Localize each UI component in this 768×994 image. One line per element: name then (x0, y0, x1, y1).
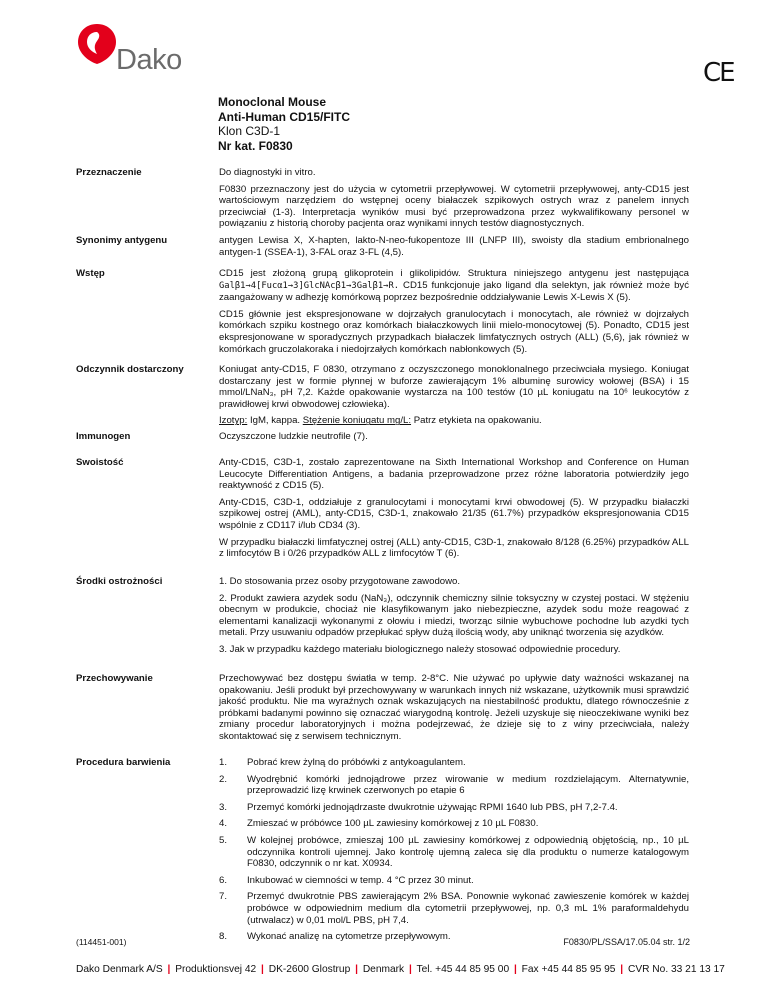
separator: | (620, 964, 624, 975)
paragraph (219, 268, 689, 304)
procedure-step (219, 818, 689, 830)
step-number: 8. (219, 931, 228, 943)
paragraph: antygen Lewisa X, X-hapten, lakto-N-neo-fukopentoze III (LNFP III), swoisty dla stadium embrionalnego antygen-1 (SSEA-1), 3-FAL oraz 3-FL (4,5). (219, 235, 689, 258)
company-address: Produktionsvej 42 (175, 964, 257, 975)
product-catalog: Nr kat. F0830 (218, 138, 293, 153)
product-heading (218, 95, 350, 153)
paragraph (219, 415, 689, 427)
section-label: Synonimy antygenu (76, 235, 168, 246)
section-body (219, 673, 689, 748)
section-body (219, 576, 689, 661)
separator: | (355, 964, 358, 975)
isotype-text: IgM, kappa. (249, 415, 301, 427)
section-body (219, 457, 689, 565)
company-city: DK-2600 Glostrup (268, 964, 351, 975)
section-label: Swoistość (76, 457, 124, 468)
procedure-step (219, 802, 689, 814)
separator: | (408, 964, 412, 975)
procedure-step (219, 757, 689, 769)
paragraph: W przypadku białaczki limfatycznej ostrej (ALL) anty-CD15, C3D-1, znakowało 8/128 (6.25%) przypadków ALL z limfocytów B i 0/26 przypadków ALL z limfocytów T (6). (219, 536, 689, 560)
procedure-step (219, 891, 689, 926)
section-label: Immunogen (76, 431, 131, 442)
step-text: Przemyć dwukrotnie PBS zawierającym 2% BSA. Ponownie wykonać zawieszenie komórek w każdej probówce w odpowiednim medium dla cytometrii przepływowej, np. 0,3 mL 1% paraformaldehydu (utrwalacz) w 0,01 mol/L PBS, pH 7,4. (247, 891, 689, 926)
step-number: 5. (219, 834, 228, 846)
company-footer (76, 964, 725, 975)
paragraph: 2. Produkt zawiera azydek sodu (NaN₃), odczynnik chemiczny silnie toksyczny w czystej postaci. W stężeniu obecnym w produkcie, chociaż nie klasyfikowanym jako niebezpieczne, azydek sodu może reagować z elementami kanalizacji wykonanymi z ołowiu i miedzi, tworząc silnie wybuchowe pochodne lub azydki tych metali. Przy usuwaniu odpadów przepłukać spływ dużą ilością wody, aby uniknąć tworzenia się azydków. (219, 592, 689, 639)
step-text: Wykonać analizę na cytometrze przepływowym. (247, 931, 451, 943)
section-label: Odczynnik dostarczony (76, 364, 184, 375)
section-body (219, 268, 689, 360)
text: CD15 jest złożoną grupą glikoprotein i glikolipidów. Struktura niniejszego antygenu jest następująca (219, 268, 689, 279)
paragraph: Oczyszczone ludzkie neutrofile (7). (219, 431, 368, 442)
procedure-steps (219, 757, 689, 943)
paragraph: Anty-CD15, C3D-1, oddziałuje z granulocytami i monocytami krwi obwodowej (5). W przypadku białaczki szpikowej ostrej (AML), anty-CD15, C3D-1, znakowało 21/35 (61.7%) przypadków ekspresjonowania CD15 wspólnie z CD117 i/lub CD34 (3). (219, 496, 689, 531)
dako-logo-text: Dako (116, 44, 182, 76)
section-label: Przeznaczenie (76, 167, 142, 178)
paragraph: F0830 przeznaczony jest do użycia w cytometrii przepływowej. W cytometrii przepływowej, anty-CD15 jest wartościowym narzędziem do wstępnej oceny białaczek szpikowych ostrych wraz z panelem innych przeciwciał (1-3). Interpretacja wyników musi być przeprowadzona przez wykwalifikowany personel w powiązaniu z historią choroby pacjenta oraz wynikami innych testów diagnostycznych. (219, 183, 689, 230)
product-line1: Monoclonal Mouse (218, 95, 326, 109)
step-number: 6. (219, 874, 228, 886)
company-fax: Fax +45 44 85 95 95 (521, 964, 616, 975)
step-number: 2. (219, 773, 228, 785)
ce-mark: CE (703, 58, 734, 88)
step-number: 3. (219, 801, 228, 813)
section-body (219, 167, 689, 235)
paragraph: 1. Do stosowania przez osoby przygotowane zawodowo. (219, 576, 461, 587)
company-name: Dako Denmark A/S (76, 964, 163, 975)
procedure-step (219, 835, 689, 870)
isotype-label: Izotyp: (219, 415, 248, 427)
paragraph: CD15 głównie jest ekspresjonowane w dojrzałych granulocytach i monocytach, ale również w dojrzałych komórkach szpiku kostnego oraz komórkach białaczkowych linii mielo-monocytowej (5). Ponadto, CD15 jest ekspresjonowane w sporadycznych przypadkach białaczek limfatycznych ostrych (ALL) (5,6), jak również w komórkach gruczolakoraka i niedojrzałych komórkach nabłonkowych (5). (219, 308, 689, 355)
separator: | (261, 964, 264, 975)
section-label: Procedura barwienia (76, 757, 171, 768)
paragraph: Przechowywać bez dostępu światła w temp. 2-8°C. Nie używać po upływie daty ważności wskazanej na opakowaniu. Jeśli produkt był przechowywany w warunkach innych niż wskazane, użytkownik musi sprawdzić jakość produktu. Nie ma wyraźnych oznak wskazujących na niestabilność produktu, dlatego równocześnie z próbkami badanymi powinno się oznaczać wiarygodną kontrolę. Jeżeli uzyskuje się nieoczekiwane wyniki bez zmiany procedur laboratoryjnych i można podejrzewać, że dzieje się to z winy przeciwciała, należy skontaktować się z serwisem technicznym. (219, 673, 689, 742)
section-body (219, 431, 689, 448)
step-text: Wyodrębnić komórki jednojądrowe przez wirowanie w medium rozdzielającym. Alternatywnie, przeprowadzić lizę krwinek czerwonych po etapie 6 (247, 773, 689, 797)
step-text: W kolejnej probówce, zmieszaj 100 µL zawiesiny komórkowej z odpowiednią objętością, np., 10 µL odczynnika kontroli ujemnej. Jako kontrolę ujemną zaleca się dla produktu o numerze katalogowym F0830, odczynnik o nr kat. X0934. (247, 834, 689, 870)
dako-logo-mark (76, 22, 118, 66)
procedure-step (219, 774, 689, 797)
section-label: Wstęp (76, 268, 105, 279)
paragraph: 3. Jak w przypadku każdego materiału biologicznego należy stosować odpowiednie procedury. (219, 643, 621, 655)
procedure-step (219, 875, 689, 887)
paragraph: Koniugat anty-CD15, F 0830, otrzymano z oczyszczonego monoklonalnego przeciwciała mysiego. Koniugat dostarczany jest w formie płynnej w buforze zawierającym 1% albuminę surowicy wołowej (BSA) i 15 mmol/LNaN₃, pH 7,2. Każde opakowanie wystarcza na 100 testów (10 µL koniugatu na 10⁶ leukocytów z prawidłowej krwi obwodowej człowieka). (219, 364, 689, 410)
separator: | (167, 964, 171, 975)
document-reference: F0830/PL/SSA/17.05.04 str. 1/2 (563, 937, 690, 947)
product-line2: Anti-Human CD15/FITC (218, 109, 350, 124)
step-number: 7. (219, 891, 228, 903)
section-body (219, 235, 689, 263)
company-tel: Tel. +45 44 85 95 00 (416, 964, 510, 975)
text: CD15 funkcjonuje jako ligand dla selektyn, jak również może być zaangażowany w adhezję komórkową poprzez bezpośrednie oddziaływanie Lewis X-Lewis X (5). (219, 279, 689, 304)
step-text: Inkubować w ciemności w temp. 4 °C przez 30 minut. (247, 874, 474, 886)
section-label: Przechowywanie (76, 673, 153, 684)
step-text: Pobrać krew żylną do próbówki z antykoagulantem. (247, 757, 466, 768)
separator: | (513, 964, 517, 975)
document-code: (114451-001) (76, 937, 127, 947)
section-body (219, 757, 689, 948)
step-number: 1. (219, 757, 228, 768)
concentration-label: Stężenie koniugatu mg/L: (302, 415, 412, 427)
concentration-text: Patrz etykieta na opakowaniu. (413, 415, 542, 427)
section-body (219, 364, 689, 432)
paragraph: Anty-CD15, C3D-1, zostało zaprezentowane na Sixth International Workshop and Conference on Human Leucocyte Differentiation Antigens, a badania przeprowadzone przez różne laboratoria potwierdziły jego reaktywność z CD15 (5). (219, 457, 689, 492)
company-cvr: CVR No. 33 21 13 17 (627, 964, 725, 975)
company-country: Denmark (362, 964, 405, 975)
step-text: Przemyć komórki jednojądrzaste dwukrotnie używając RPMI 1640 lub PBS, pH 7,2-7.4. (247, 801, 618, 813)
step-text: Zmieszać w próbówce 100 µL zawiesiny komórkowej z 10 µL F0830. (247, 818, 539, 830)
product-clone: Klon C3D-1 (218, 124, 281, 138)
step-number: 4. (219, 818, 228, 830)
glycan-formula: Galβ1→4[Fucα1→3]GlcNAcβ1→3Galβ1→R. (219, 280, 400, 291)
dako-logo (76, 22, 216, 82)
paragraph: Do diagnostyki in vitro. (219, 167, 316, 178)
section-label: Środki ostrożności (76, 576, 163, 587)
